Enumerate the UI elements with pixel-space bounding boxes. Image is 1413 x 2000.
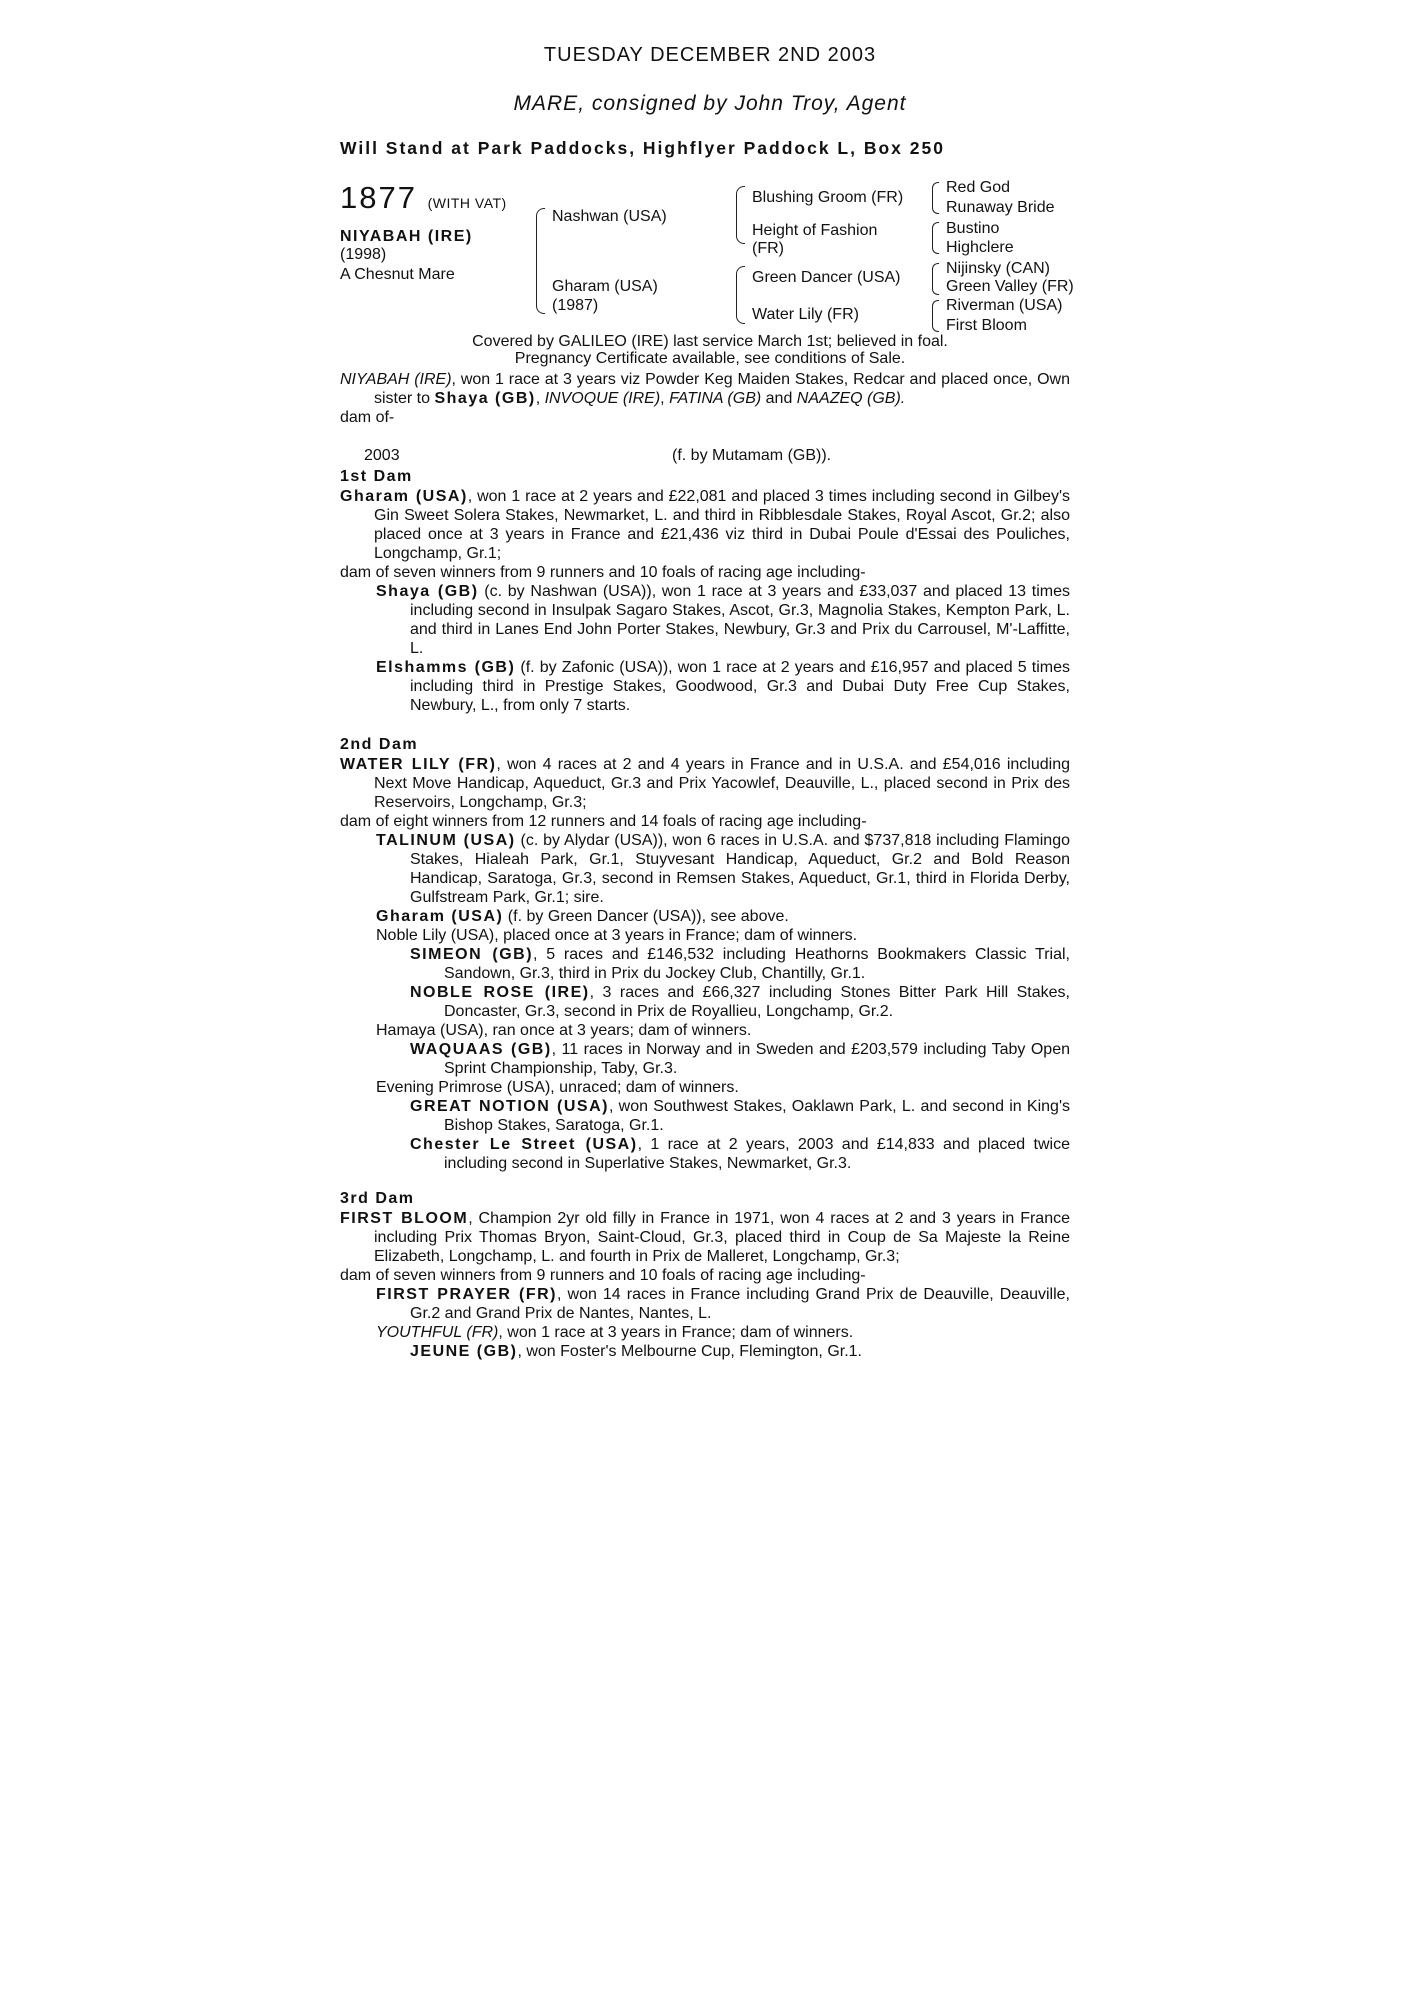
- pedigree-g8: First Bloom: [946, 317, 1027, 334]
- pedigree-brace-dam: [736, 266, 745, 324]
- intro-sibling-3: FATINA (GB): [669, 390, 762, 407]
- vat-note: (WITH VAT): [427, 195, 507, 211]
- cover-note: Covered by GALILEO (IRE) last service March 1st; believed in foal.: [472, 333, 948, 350]
- pedigree-dam-dam: Water Lily (FR): [752, 306, 859, 323]
- third-dam-heading: 3rd Dam: [340, 1190, 415, 1207]
- intro-section: [340, 370, 1070, 427]
- third-dam-name: FIRST BLOOM: [340, 1210, 469, 1227]
- first-dam-heading: 1st Dam: [340, 468, 413, 485]
- pedigree-sire-dam-suffix: (FR): [752, 240, 784, 257]
- intro-sibling-2: INVOQUE (IRE): [544, 390, 661, 407]
- pedigree-dam-sire: Green Dancer (USA): [752, 269, 901, 286]
- produce-year: 2003: [364, 447, 400, 464]
- first-dam-paragraph: Gharam (USA), won 1 race at 2 years and £22,081 and placed 3 times including second in Gilbey's Gin Sweet Solera Stakes, Newmarket, L. and third in Ribblesdale Stakes, Royal Ascot, Gr.2; also placed once at 3 years in France and £21,436 viz third in Dubai Poule d'Essai des Pouliches, Longchamp, Gr.1;: [340, 488, 1070, 562]
- produce-youthful: YOUTHFUL (FR), won 1 race at 3 years in France; dam of winners.: [376, 1324, 854, 1341]
- intro-sibling-1: Shaya (GB): [434, 390, 536, 407]
- pedigree-dam-year: (1987): [552, 297, 599, 314]
- first-dam-name: Gharam (USA): [340, 488, 468, 505]
- first-dam-section: [340, 487, 1070, 715]
- horse-year: (1998): [340, 246, 387, 263]
- third-dam-dam-of: dam of seven winners from 9 runners and 10 foals of racing age including-: [340, 1267, 866, 1284]
- pedigree-sire-dam: Height of Fashion: [752, 222, 878, 239]
- pedigree-brace-main: [536, 208, 545, 314]
- lot-number: 1877: [340, 180, 417, 215]
- pedigree-brace-g2: [932, 222, 939, 254]
- pedigree-sire-sire: Blushing Groom (FR): [752, 189, 904, 206]
- pedigree-g1: Red God: [946, 179, 1011, 196]
- pedigree-brace-sire: [736, 186, 745, 244]
- produce-great-notion: GREAT NOTION (USA), won Southwest Stakes, Oaklawn Park, L. and second in King's Bishop Stakes, Saratoga, Gr.1.: [410, 1098, 1070, 1134]
- third-dam-paragraph: FIRST BLOOM, Champion 2yr old filly in France in 1971, won 4 races at 2 and 3 years in France including Prix Thomas Bryon, Saint-Cloud, Gr.3, placed third in Coup de Sa Majeste la Reine Elizabeth, Longchamp, L. and fourth in Prix de Malleret, Longchamp, Gr.3;: [340, 1210, 1071, 1265]
- produce-evening-primrose: Evening Primrose (USA), unraced; dam of winners.: [376, 1079, 739, 1096]
- second-dam-dam-of: dam of eight winners from 12 runners and 14 foals of racing age including-: [340, 813, 867, 830]
- produce-talinum: TALINUM (USA) (c. by Alydar (USA)), won 6 races in U.S.A. and $737,818 including Flamingo Stakes, Hialeah Park, Gr.1, Stuyvesant Handicap, Aqueduct, Gr.2 and Bold Reason Handicap, Saratoga, Gr.3, second in Remsen Stakes, Aqueduct, Gr.1, third in Florida Derby, Gulfstream Park, Gr.1; sire.: [376, 832, 1070, 906]
- intro-dam-of: dam of-: [340, 409, 395, 426]
- produce-text: (f. by Mutamam (GB)).: [672, 447, 832, 464]
- pedigree-brace-g3: [932, 263, 939, 295]
- produce-simeon: SIMEON (GB), 5 races and £146,532 including Heathorns Bookmakers Classic Trial, Sandown, Gr.3, third in Prix du Jockey Club, Chantilly, Gr.1.: [410, 946, 1070, 982]
- produce-first-prayer: FIRST PRAYER (FR), won 14 races in France including Grand Prix de Deauville, Deauville, Gr.2 and Grand Prix de Nantes, Nantes, L.: [376, 1286, 1070, 1322]
- first-dam-produce-1: Shaya (GB) (c. by Nashwan (USA)), won 1 race at 3 years and £33,037 and placed 13 times including second in Insulpak Sagaro Stakes, Ascot, Gr.3, Magnolia Stakes, Kempton Park, L. and third in Lanes End John Porter Stakes, Newbury, Gr.3 and Prix du Carrousel, M'-Laffitte, L.: [376, 583, 1070, 657]
- pedigree-g7: Riverman (USA): [946, 297, 1063, 314]
- pedigree-g5: Nijinsky (CAN): [946, 260, 1050, 277]
- horse-name: NIYABAH (IRE): [340, 228, 473, 245]
- produce-gharam: Gharam (USA) (f. by Green Dancer (USA)), see above.: [376, 908, 789, 925]
- intro-horse-name: NIYABAH (IRE): [340, 371, 452, 388]
- pregnancy-note: Pregnancy Certificate available, see conditions of Sale.: [514, 350, 906, 367]
- lot-title: MARE, consigned by John Troy, Agent: [513, 92, 907, 115]
- second-dam-paragraph: WATER LILY (FR), won 4 races at 2 and 4 years in France and in U.S.A. and £54,016 including Next Move Handicap, Aqueduct, Gr.3 and Prix Yacowlef, Deauville, L., placed second in Prix des Reservoirs, Longchamp, Gr.3;: [340, 756, 1070, 811]
- produce-noble-lily: Noble Lily (USA), placed once at 3 years in France; dam of winners.: [376, 927, 858, 944]
- pedigree-g6: Green Valley (FR): [946, 278, 1074, 295]
- produce-noble-rose: NOBLE ROSE (IRE), 3 races and £66,327 including Stones Bitter Park Hill Stakes, Doncaster, Gr.3, second in Prix de Royallieu, Longchamp, Gr.2.: [410, 984, 1070, 1020]
- pedigree-brace-g1: [932, 182, 939, 214]
- stand-location: Will Stand at Park Paddocks, Highflyer Paddock L, Box 250: [340, 138, 945, 158]
- first-dam-produce-2: Elshamms (GB) (f. by Zafonic (USA)), won 1 race at 2 years and £16,957 and placed 5 times including third in Prestige Stakes, Goodwood, Gr.3 and Dubai Duty Free Cup Stakes, Newbury, L., from only 7 starts.: [376, 659, 1071, 714]
- pedigree-dam: Gharam (USA): [552, 278, 658, 295]
- pedigree-g3: Bustino: [946, 220, 1000, 237]
- intro-text: , won 1 race at 3 years viz Powder Keg Maiden Stakes, Redcar and placed once, Own sister to: [374, 371, 1070, 407]
- produce-jeune: JEUNE (GB), won Foster's Melbourne Cup, Flemington, Gr.1.: [410, 1343, 862, 1360]
- produce-waquaas: WAQUAAS (GB), 11 races in Norway and in Sweden and £203,579 including Taby Open Sprint Championship, Taby, Gr.3.: [410, 1041, 1070, 1077]
- intro-sibling-4: NAAZEQ (GB).: [796, 390, 906, 407]
- produce-hamaya: Hamaya (USA), ran once at 3 years; dam of winners.: [376, 1022, 752, 1039]
- lot-number-block: [340, 180, 507, 216]
- second-dam-name: WATER LILY (FR): [340, 756, 497, 773]
- pedigree-brace-g4: [932, 300, 939, 332]
- produce-chester-le-street: Chester Le Street (USA), 1 race at 2 years, 2003 and £14,833 and placed twice including second in Superlative Stakes, Newmarket, Gr.3.: [410, 1136, 1070, 1172]
- pedigree-g4: Highclere: [946, 239, 1014, 256]
- pedigree-g2: Runaway Bride: [946, 199, 1055, 216]
- third-dam-section: [340, 1209, 1070, 1361]
- second-dam-section: [340, 755, 1070, 1173]
- sale-date: TUESDAY DECEMBER 2ND 2003: [543, 44, 877, 66]
- horse-description: A Chesnut Mare: [340, 266, 455, 283]
- second-dam-heading: 2nd Dam: [340, 736, 419, 753]
- first-dam-dam-of: dam of seven winners from 9 runners and 10 foals of racing age including-: [340, 564, 866, 581]
- intro-paragraph: NIYABAH (IRE), won 1 race at 3 years viz Powder Keg Maiden Stakes, Redcar and placed once, Own sister to Shaya (GB), INVOQUE (IRE), FATINA (GB) and NAAZEQ (GB).: [340, 371, 1070, 407]
- pedigree-sire: Nashwan (USA): [552, 208, 667, 225]
